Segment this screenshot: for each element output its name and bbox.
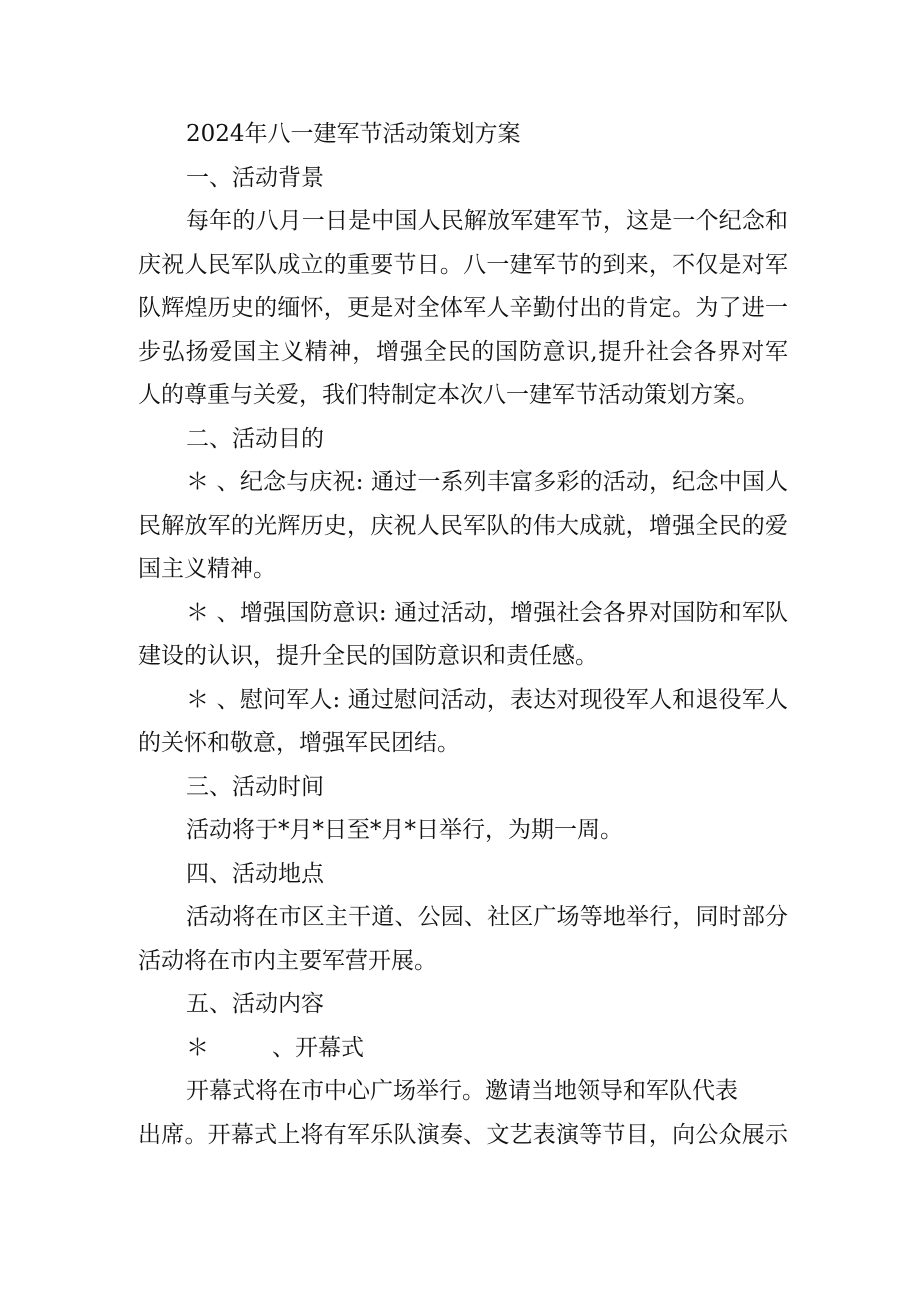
goal-1-line-2: 民解放军的光辉历史，庆祝人民军队的伟大成就，增强全民的爱: [138, 512, 788, 539]
background-paragraph-line-3: 队辉煌历史的缅怀，更是对全体军人辛勤付出的肯定。为了进一: [138, 295, 788, 321]
document-title: 2024年八一建军节活动策划方案: [186, 121, 521, 147]
section-heading-background: 一、活动背景: [186, 164, 324, 191]
goal-2-line-2: 建设的认识，提升全民的国防意识和责任感。: [138, 643, 598, 669]
opening-paragraph-line-1: 开幕式将在市中心广场举行。邀请当地领导和军队代表: [186, 1078, 738, 1104]
time-paragraph: 活动将于*月*日至*月*日举行，为期一周。: [186, 817, 623, 843]
section-heading-location: 四、活动地点: [186, 860, 324, 887]
section-heading-content: 五、活动内容: [186, 991, 324, 1017]
section-heading-goals: 二、活动目的: [186, 425, 324, 452]
goal-3-line-1: ＊ 、慰问军人: 通过慰问活动，表达对现役军人和退役军人: [186, 686, 788, 713]
content-item-label: 、开幕式: [272, 1034, 364, 1061]
background-paragraph-line-2: 庆祝人民军队成立的重要节日。八一建军节的到来，不仅是对军: [138, 251, 788, 278]
goal-3-line-2: 的关怀和敬意，增强军民团结。: [138, 730, 460, 756]
background-paragraph-line-1: 每年的八月一日是中国人民解放军建军节，这是一个纪念和: [186, 208, 788, 234]
goal-2-line-1: ＊ 、增强国防意识: 通过活动，增强社会各界对国防和军队: [186, 599, 788, 626]
goal-1-line-1: ＊ 、纪念与庆祝: 通过一系列丰富多彩的活动，纪念中国人: [186, 469, 788, 495]
section-heading-time: 三、活动时间: [186, 773, 324, 800]
goal-1-line-3: 国主义精神。: [138, 556, 276, 582]
background-paragraph-line-4: 步弘扬爱国主义精神，增强全民的国防意识,提升社会各界对军: [138, 338, 788, 365]
location-paragraph-line-2: 活动将在市内主要军营开展。: [138, 947, 437, 974]
location-paragraph-line-1: 活动将在市区主干道、公园、社区广场等地举行，同时部分: [186, 904, 788, 930]
background-paragraph-line-5: 人的尊重与关爱，我们特制定本次八一建军节活动策划方案。: [138, 382, 759, 408]
content-item-opening-ceremony: [138, 1027, 788, 1071]
opening-paragraph-line-2: 出席。开幕式上将有军乐队演奏、文艺表演等节目，向公众展示: [138, 1121, 788, 1148]
bullet-marker: ＊: [186, 1034, 209, 1061]
document-body: [138, 113, 788, 1157]
